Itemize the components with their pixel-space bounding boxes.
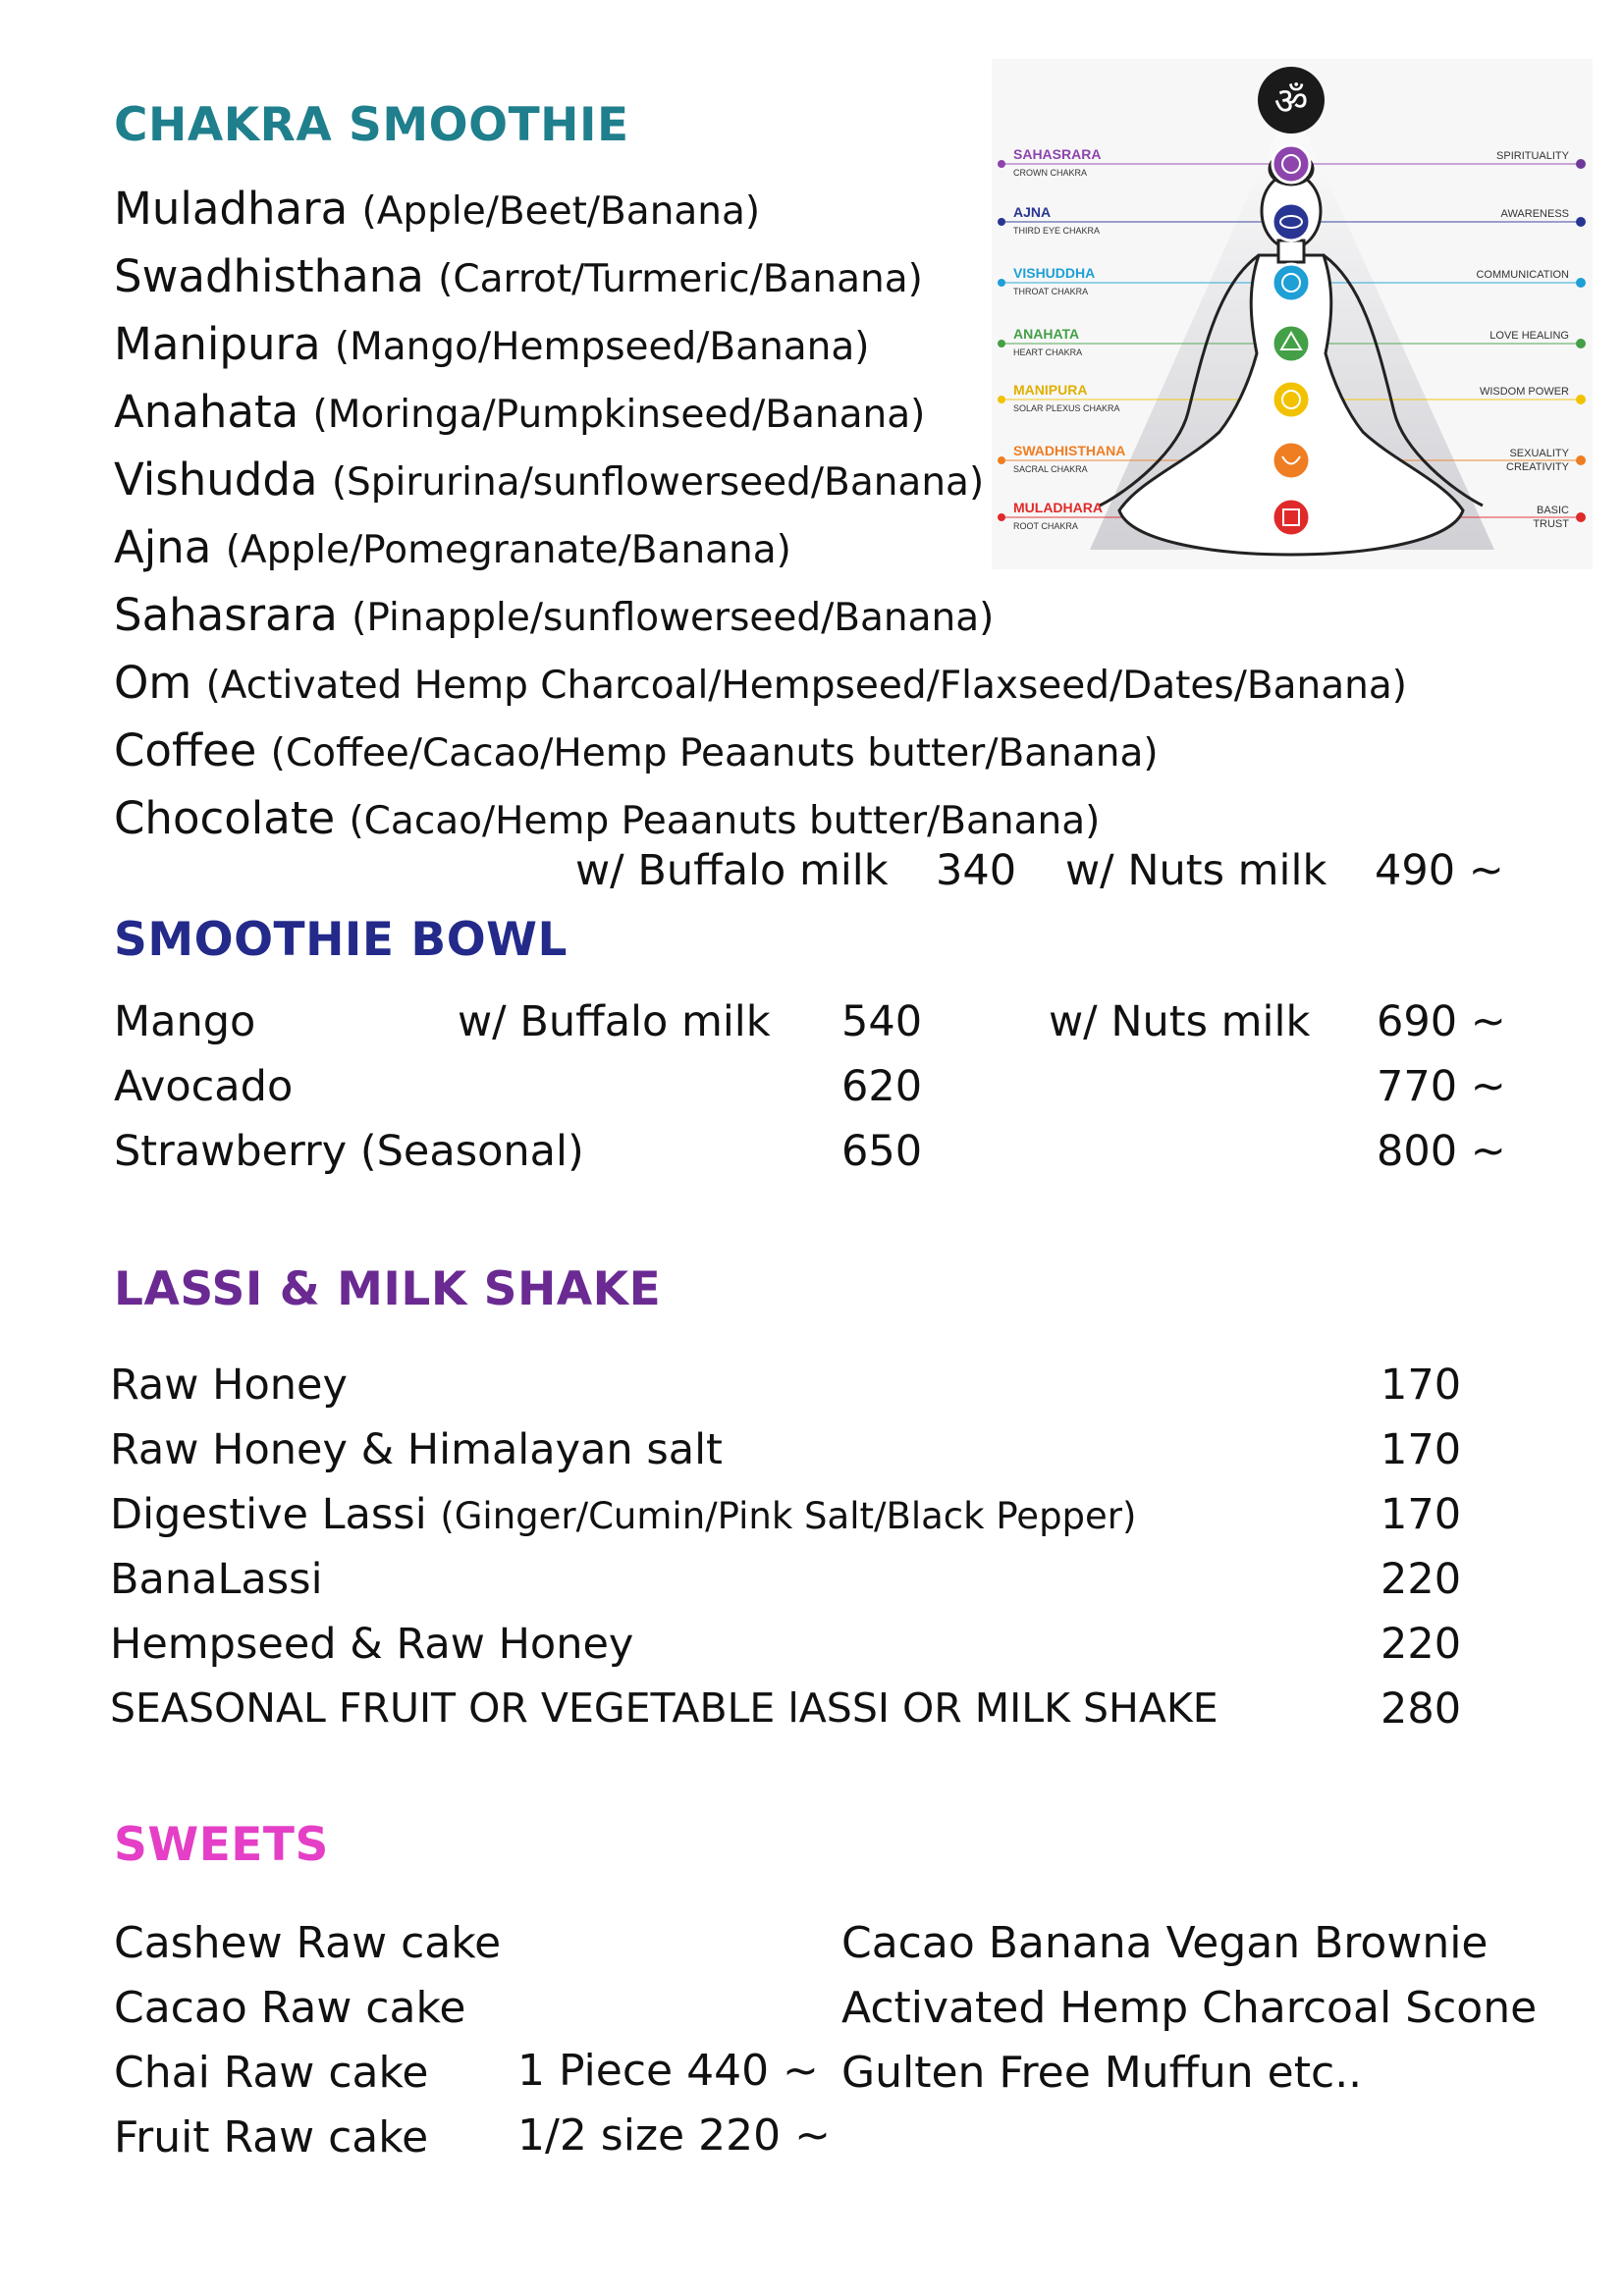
om-icon: ॐ: [1273, 81, 1309, 123]
bowl-buffalo-price: 540: [841, 997, 923, 1046]
item-name: Coffee: [114, 724, 257, 776]
list-item: [114, 786, 1407, 854]
item-name: BanaLassi: [110, 1555, 323, 1604]
sweet-item: Cacao Banana Vegan Brownie: [841, 1918, 1489, 1968]
lassi-heading: LASSI & MILK SHAKE: [114, 1262, 662, 1316]
lassi-item-name: [110, 1361, 348, 1410]
item-name: Muladhara: [114, 183, 349, 235]
sweet-item: Gulten Free Muffun etc..: [841, 2048, 1363, 2098]
chakra-sublabel: THIRD EYE CHAKRA: [1013, 226, 1101, 236]
lassi-item-name: [110, 1555, 323, 1604]
item-name: Anahata: [114, 386, 299, 438]
item-ingredients: (Cacao/Hemp Peaanuts butter/Banana): [349, 799, 1101, 843]
chakra-meaning: AWARENESS: [1500, 208, 1569, 220]
item-ingredients: (Moringa/Pumpkinseed/Banana): [312, 393, 926, 437]
item-ingredients: (Spirurina/sunflowerseed/Banana): [331, 460, 985, 505]
item-name: Manipura: [114, 318, 321, 370]
lassi-item-price: 280: [1380, 1684, 1462, 1734]
sweet-price-half: 1/2 size 220 ~: [517, 2110, 831, 2161]
item-name: Om: [114, 657, 192, 709]
chakra-sublabel: SOLAR PLEXUS CHAKRA: [1013, 403, 1120, 413]
item-name: Raw Honey: [110, 1361, 348, 1410]
item-ingredients: (Apple/Beet/Banana): [361, 189, 761, 234]
chakra-smoothie-heading: CHAKRA SMOOTHIE: [114, 98, 629, 152]
list-item: [114, 583, 1407, 651]
chakra-meaning: CREATIVITY: [1506, 461, 1569, 473]
chakra-meaning: LOVE HEALING: [1489, 330, 1569, 342]
item-ingredients: (Ginger/Cumin/Pink Salt/Black Pepper): [440, 1495, 1137, 1537]
sahasrara-chakra-icon: [1272, 145, 1310, 183]
item-name: Digestive Lassi: [110, 1490, 427, 1539]
chakra-label: SAHASRARA: [1013, 146, 1102, 162]
swadhisthana-chakra-icon: [1272, 442, 1310, 479]
list-item: [114, 719, 1407, 786]
sweet-item: Cacao Raw cake: [114, 1983, 466, 2033]
chakra-meaning: BASIC: [1536, 505, 1569, 516]
bowl-buffalo-label: w/ Buffalo milk: [458, 997, 771, 1046]
sweet-price-piece: 1 Piece 440 ~: [517, 2046, 819, 2096]
manipura-chakra-icon: [1272, 381, 1310, 418]
item-ingredients: (Carrot/Turmeric/Banana): [438, 257, 923, 301]
chakra-sublabel: ROOT CHAKRA: [1013, 521, 1078, 531]
chakra-sublabel: HEART CHAKRA: [1013, 347, 1083, 357]
item-name: Raw Honey & Himalayan salt: [110, 1425, 723, 1474]
muladhara-chakra-icon: [1272, 499, 1310, 536]
lassi-item-price: 220: [1380, 1555, 1462, 1604]
sweets-heading: SWEETS: [114, 1818, 329, 1872]
item-name: Chocolate: [114, 792, 336, 844]
list-item: [114, 651, 1407, 719]
bowl-nuts-price: 800 ~: [1377, 1127, 1506, 1176]
chakra-label: MANIPURA: [1013, 382, 1088, 398]
chakra-meaning: SEXUALITY: [1509, 448, 1569, 459]
lassi-item-price: 170: [1380, 1361, 1462, 1410]
lassi-item-name: [110, 1490, 1136, 1539]
chakra-buffalo-label: w/ Buffalo milk: [575, 846, 889, 895]
chakra-sublabel: SACRAL CHAKRA: [1013, 464, 1088, 474]
item-ingredients: (Apple/Pomegranate/Banana): [225, 528, 791, 572]
item-ingredients: (Activated Hemp Charcoal/Hempseed/Flaxseed/Dates/Banana): [205, 664, 1407, 708]
lassi-item-price: 170: [1380, 1425, 1462, 1474]
sweet-item: Activated Hemp Charcoal Scone: [841, 1983, 1538, 2033]
item-name: Swadhisthana: [114, 250, 424, 302]
bowl-nuts-label: w/ Nuts milk: [1049, 997, 1311, 1046]
item-ingredients: (Pinapple/sunflowerseed/Banana): [352, 596, 995, 640]
item-name: Hempseed & Raw Honey: [110, 1620, 634, 1669]
sweet-item: Chai Raw cake: [114, 2048, 429, 2098]
bowl-buffalo-price: 620: [841, 1062, 923, 1111]
sweet-item: Fruit Raw cake: [114, 2112, 429, 2163]
chakra-meaning: WISDOM POWER: [1479, 386, 1569, 398]
vishuddha-chakra-icon: [1272, 264, 1310, 301]
item-name: Ajna: [114, 521, 212, 573]
chakra-label: SWADHISTHANA: [1013, 443, 1126, 458]
ajna-chakra-icon: [1272, 203, 1310, 240]
lassi-item-name: [110, 1425, 723, 1474]
item-ingredients: (Coffee/Cacao/Hemp Peaanuts butter/Banana): [270, 731, 1159, 775]
chakra-buffalo-price: 340: [936, 846, 1017, 895]
bowl-nuts-price: 690 ~: [1377, 997, 1506, 1046]
smoothie-bowl-heading: SMOOTHIE BOWL: [114, 913, 568, 967]
item-name: Vishudda: [114, 454, 318, 506]
bowl-item-name: Strawberry (Seasonal): [114, 1127, 584, 1176]
item-name: SEASONAL FRUIT OR VEGETABLE lASSI OR MILK SHAKE: [110, 1684, 1218, 1732]
chakra-label: MULADHARA: [1013, 500, 1103, 515]
chakra-label: VISHUDDHA: [1013, 265, 1096, 281]
bowl-buffalo-price: 650: [841, 1127, 923, 1176]
chakra-label: AJNA: [1013, 204, 1052, 220]
chakra-meaning: SPIRITUALITY: [1496, 150, 1569, 162]
sweet-item: Cashew Raw cake: [114, 1918, 502, 1968]
item-name: Sahasrara: [114, 589, 338, 641]
bowl-item-name: Avocado: [114, 1062, 294, 1111]
lassi-item-price: 220: [1380, 1620, 1462, 1669]
chakra-nuts-price: 490 ~: [1375, 846, 1504, 895]
chakra-nuts-label: w/ Nuts milk: [1065, 846, 1327, 895]
lassi-item-name: [110, 1684, 1218, 1732]
chakra-sublabel: THROAT CHAKRA: [1013, 287, 1089, 296]
chakra-diagram: [992, 59, 1593, 569]
bowl-nuts-price: 770 ~: [1377, 1062, 1506, 1111]
anahata-chakra-icon: [1272, 325, 1310, 362]
item-ingredients: (Mango/Hempseed/Banana): [334, 325, 870, 369]
chakra-meaning: COMMUNICATION: [1476, 269, 1569, 281]
lassi-item-price: 170: [1380, 1490, 1462, 1539]
lassi-item-name: [110, 1620, 633, 1669]
chakra-label: ANAHATA: [1013, 326, 1080, 342]
bowl-item-name: Mango: [114, 997, 256, 1046]
chakra-meaning: TRUST: [1533, 518, 1569, 530]
chakra-sublabel: CROWN CHAKRA: [1013, 168, 1088, 178]
